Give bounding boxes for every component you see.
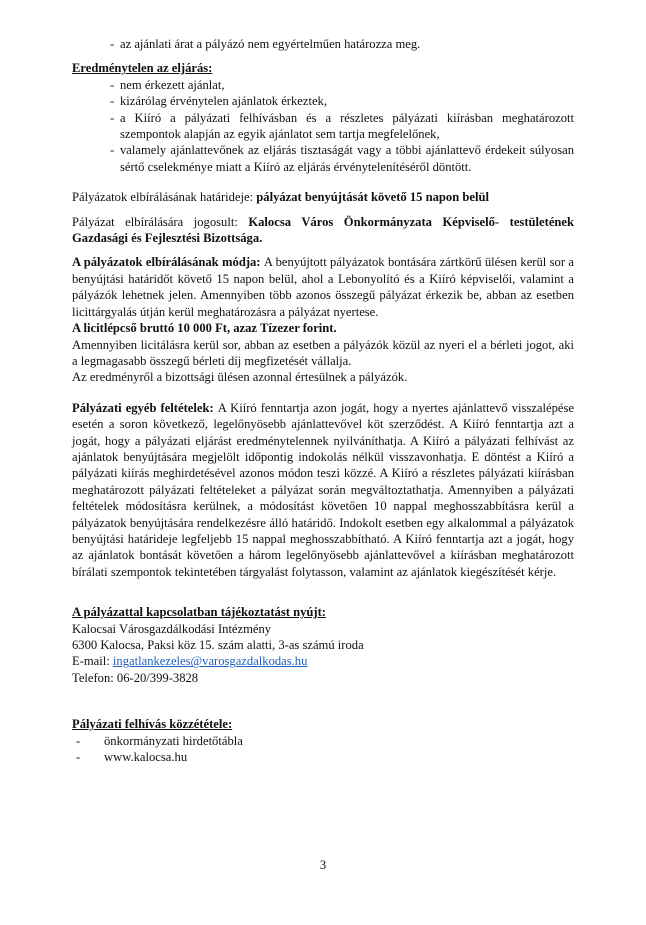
other-conditions-paragraph [72,400,574,580]
dash-bullet: - [110,37,115,51]
list-item-text: kizárólag érvénytelen ajánlatok érkeztek, [120,94,327,109]
deadline-value: pályázat benyújtását követő 15 napon belül [256,190,489,205]
contact-address: 6300 Kalocsa, Paksi köz 15. szám alatti, 3-as számú iroda [72,638,364,652]
method-text: A benyújtott pályázatok bontására zártkörű ülésen kerül sor a benyújtási határidőt követő 15 napon belül, ahol a Lebonyolító és a Kiíró képviselői, valamint a pályázók lehetnek jelen. Amennyiben több azonos összegű pályázat érkezik be, abban az esetben licittárgyalás útján kerül meghatározásra a pályázat nyertese. [72,255,574,319]
authority-label: Pályázat elbírálására jogosult: [72,214,249,229]
unsuccessful-heading: Eredménytelen az eljárás: [72,61,213,76]
deadline-paragraph [72,189,574,205]
list-item-text: önkormányzati hirdetőtábla [104,733,243,748]
other-conditions-label: Pályázati egyéb feltételek: [72,400,218,415]
page-number: 3 [319,858,327,872]
dash-bullet: - [110,143,115,158]
result-text: Az eredményről a bizottsági ülésen azonnal értesülnek a pályázók. [72,370,408,385]
dash-bullet: - [76,750,81,765]
deadline-label: Pályázatok elbírálásának határideje: [72,190,257,205]
contact-org: Kalocsai Városgazdálkodási Intézmény [72,621,272,636]
email-link[interactable]: ingatlankezeles@varosgazdalkodas.hu [112,654,308,669]
list-item-text: www.kalocsa.hu [104,750,188,765]
contact-email-line [72,653,574,669]
dash-bullet: - [110,110,115,125]
list-item [72,749,574,765]
dash-bullet: - [110,77,115,92]
list-item-text: nem érkezett ajánlat, [120,77,225,92]
authority-paragraph [72,214,574,247]
list-item-text: valamely ajánlattevőnek az eljárás tisztaságát vagy a többi ajánlattevő érdekeit súlyosan sértő cselekménye miatt a Kiíró az eljárás érvénytelenítéséről döntött. [120,143,574,174]
list-item [72,36,574,52]
list-item [72,110,574,143]
dash-bullet: - [76,733,81,748]
list-item-text: az ajánlati árat a pályázó nem egyértelműen határozza meg. [120,37,421,51]
contact-heading: A pályázattal kapcsolatban tájékoztatást nyújt: [72,605,326,620]
list-item [72,77,574,93]
bid-step: A licitlépcső bruttó 10 000 Ft, azaz Tízezer forint. [72,321,337,336]
list-item [72,93,574,109]
bid-text: Amennyiben licitálásra kerül sor, abban az esetben a pályázók közül az nyeri el a bérleti jogot, aki a legmagasabb összegű bérleti díj megfizetését vállalja. [72,337,574,368]
list-item [72,733,574,749]
email-label: E-mail: [72,654,113,669]
list-item-text: a Kiíró a pályázati felhívásban és a részletes pályázati kiírásban meghatározott szempontok alapján az egyik ajánlatot sem tartja megfelelőnek, [120,110,574,142]
dash-bullet: - [110,94,115,109]
other-conditions-text: A Kiíró fenntartja azon jogát, hogy a nyertes ajánlattevő visszalépése esetén a soron következő, legelőnyösebb ajánlattevővel köt szerződést. A Kiíró fenntartja azt a jogát, hogy a pályázati eljárást eredménytelennek nyilváníthatja. A Kiíró a pályázati felhívást az ajánlatok benyújtására megjelölt időpontig indokolás nélkül visszavonhatja. E döntést a Kiíró a pályázati kiírás meghirdetésével azonos módon teszi közzé. A Kiíró a részletes pályázati kiírásban meghatározott pályázati feltételeket a pályázat során megváltoztathatja. Amennyiben a pályázati feltételek módosításra kerülnek, a módosítást követően 10 nappal meghosszabbításra kerül a pályázatok benyújtására rendelkezésre álló határidő. Indokolt esetben egy alkalommal a pályázatok benyújtási határideje legfeljebb 15 nappal meghosszabbítható. A Kiíró fenntartja azt a jogát, hogy az ajánlatok bontását követően a három legelőnyösebb ajánlattevővel a kiírásban meghatározott bírálati szempontok tekintetében tárgyalást folytasson, valamint az ajánlatok kiegészítését kérje. [72,400,574,579]
list-item [72,142,574,175]
document-page [72,36,574,765]
authority-value: Kalocsa Város Önkormányzata Képviselő- testületének Gazdasági és Fejlesztési Bizottsága. [72,214,575,246]
method-paragraph [72,254,574,320]
method-label: A pályázatok elbírálásának módja: [72,255,264,270]
contact-phone: Telefon: 06-20/399-3828 [72,670,199,685]
publication-heading: Pályázati felhívás közzététele: [72,717,233,732]
